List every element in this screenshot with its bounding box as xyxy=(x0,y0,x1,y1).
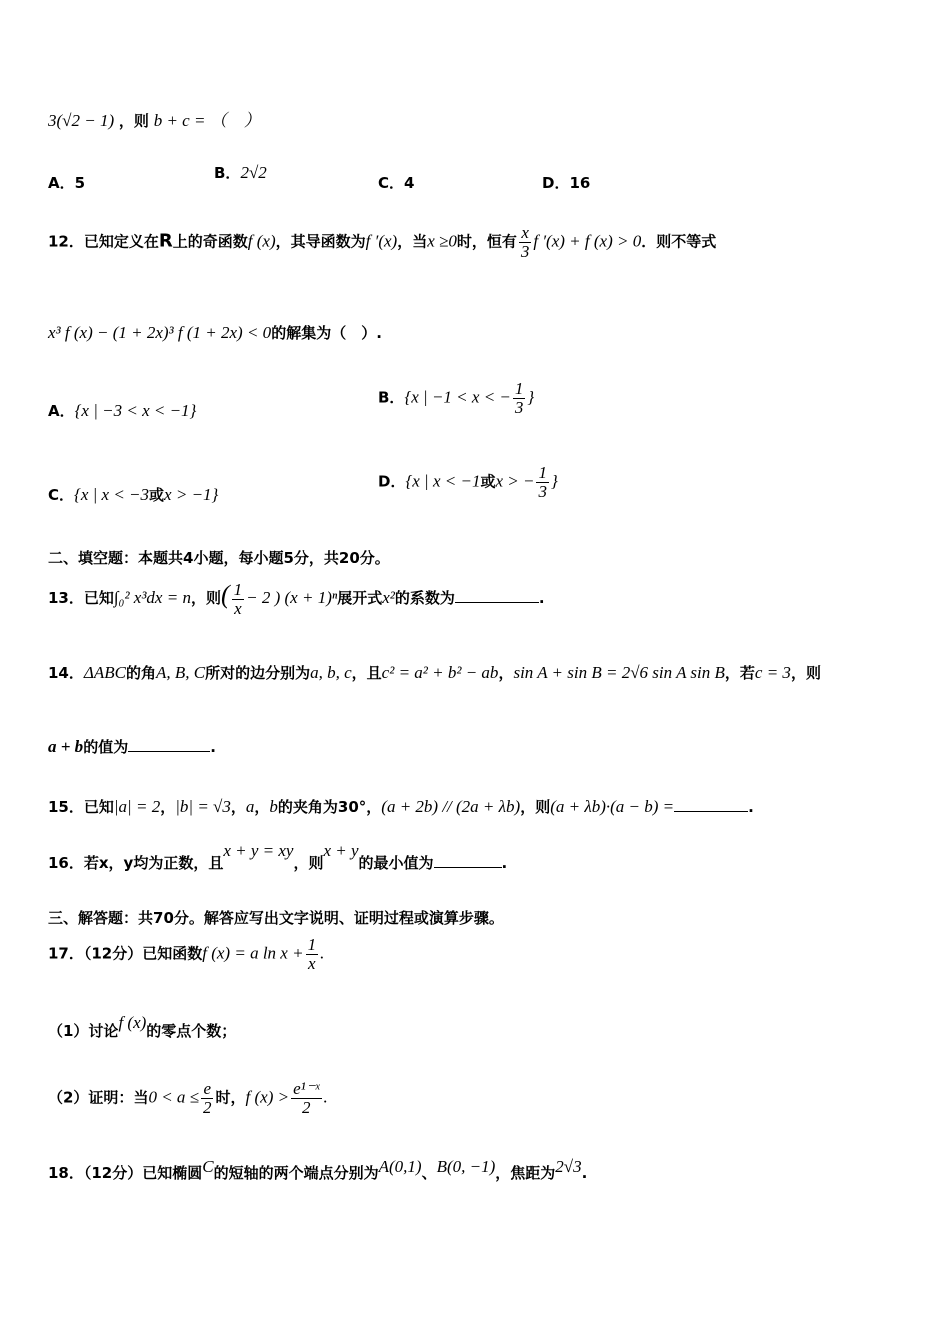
q17-part1: （1）讨论f (x)的零点个数； xyxy=(48,1013,237,1040)
q12-inequality: x³ f (x) − (1 + 2x)³ f (1 + 2x) < 0的解集为（ ）. xyxy=(48,323,382,342)
answer-blank[interactable] xyxy=(128,737,210,752)
q14: 14．ΔABC的角A, B, C所对的边分别为a, b, c，且c² = a² + b² − ab，sin A + sin B = 2√6 sin A sin B，若c = 3，则 xyxy=(48,663,821,682)
option-a: A．5 xyxy=(48,174,86,192)
q17-part2: （2）证明：当0 < a ≤ $\frac{e}{2}$ 时，f (x) > $\frac{\text{e¹⁻ˣ}}{2}$ . xyxy=(48,1079,328,1117)
answer-blank[interactable] xyxy=(455,588,539,603)
option-b: B．2√2 xyxy=(214,163,267,182)
q17: 17．（12分）已知函数f (x) = a ln x + $\frac{1}{x}$ . xyxy=(48,935,325,973)
answer-blank[interactable] xyxy=(434,853,502,868)
section-heading-fill-in: 二、填空题：本题共4小题，每小题5分，共20分。 xyxy=(48,549,390,567)
section-heading-solutions: 三、解答题：共70分。解答应写出文字说明、证明过程或演算步骤。 xyxy=(48,909,504,927)
q12-stem: 12．已知定义在R上的奇函数f (x)，其导函数为f ′(x)，当x ≥0时，恒有 $\frac{x}{3}$ f ′(x) + f (x) > 0．则不等式 xyxy=(48,223,717,261)
q13: 13．已知∫₀² x³dx = n，则( $\frac{1}{x}$ − 2 ) (x + 1)ⁿ展开式x²的系数为 . xyxy=(48,579,545,618)
option-b: B．{x | −1 < x < − $\frac{1}{3}$ } xyxy=(378,379,535,417)
q16: 16．若x，y均为正数，且x + y = xy，则x + y的最小值为 . xyxy=(48,841,508,872)
q11-continuation: 3(√2 − 1) ，则 b + c = （ ） xyxy=(48,111,261,130)
option-d: D．16 xyxy=(542,174,591,192)
option-c: C．{x | x < −3或x > −1} xyxy=(48,485,219,504)
q15: 15．已知|a| = 2，|b| = √3，a，b的夹角为30°，(a + 2b) // (2a + λb)，则(a + λb)·(a − b) = . xyxy=(48,797,754,816)
q11-math-value: 3(√2 − 1) xyxy=(48,111,115,130)
option-a: A．{x | −3 < x < −1} xyxy=(48,401,197,420)
q14-cont: a + b的值为 . xyxy=(48,737,216,756)
option-d: D．{x | x < −1或x > − $\frac{1}{3}$ } xyxy=(378,463,558,501)
option-c: C．4 xyxy=(378,174,415,192)
q18: 18．（12分）已知椭圆C的短轴的两个端点分别为A(0,1)、B(0, −1)，焦距为2√3. xyxy=(48,1157,588,1182)
answer-blank[interactable] xyxy=(674,797,748,812)
